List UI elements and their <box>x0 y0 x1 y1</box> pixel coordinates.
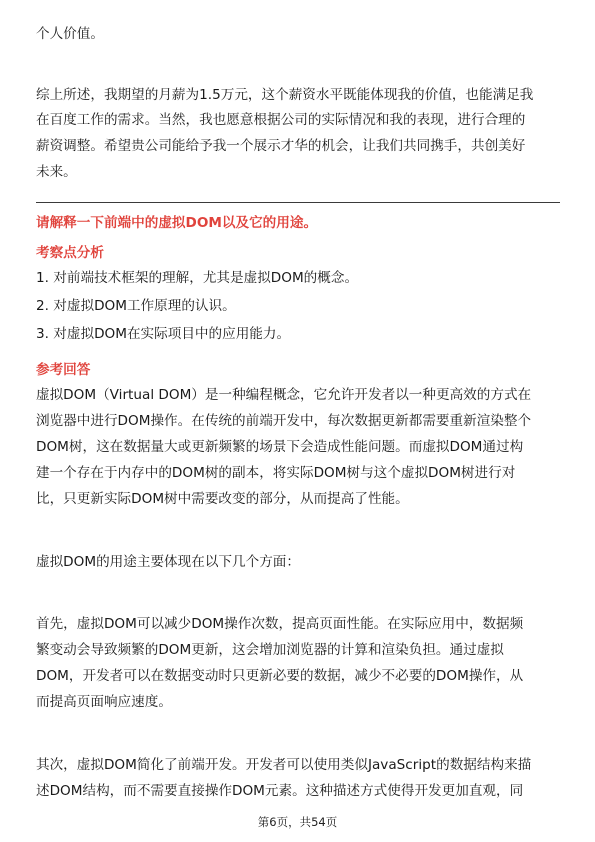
answer-line: 比，只更新实际DOM树中需要改变的部分，从而提高了性能。 <box>36 491 409 507</box>
answer-line: 虚拟DOM的用途主要体现在以下几个方面： <box>36 554 300 570</box>
answer-line: 虚拟DOM（Virtual DOM）是一种编程概念，它允许开发者以一种更高效的方式在 <box>36 387 532 403</box>
section-divider <box>36 202 560 203</box>
page-number: 第6页，共54页 <box>257 815 338 829</box>
summary-line: 在百度工作的需求。当然，我也愿意根据公司的实际情况和我的表现，进行合理的 <box>36 112 526 128</box>
summary-line: 未来。 <box>36 164 77 180</box>
answer-line: 述DOM结构，而不需要直接操作DOM元素。这种描述方式使得开发更加直观，同 <box>36 783 524 799</box>
analysis-item: 2. 对虚拟DOM工作原理的认识。 <box>36 298 236 314</box>
answer-line: 浏览器中进行DOM操作。在传统的前端开发中，每次数据更新都需要重新渲染整个 <box>36 413 532 429</box>
answer-line: 而提高页面响应速度。 <box>36 694 172 710</box>
summary-line: 综上所述，我期望的月薪为1.5万元，这个薪资水平既能体现我的价值，也能满足我 <box>36 87 534 103</box>
analysis-heading: 考察点分析 <box>36 245 104 261</box>
answer-line: DOM树，这在数据量大或更新频繁的场景下会造成性能问题。而虚拟DOM通过构 <box>36 439 524 455</box>
answer-line: DOM，开发者可以在数据变动时只更新必要的数据，减少不必要的DOM操作，从 <box>36 668 524 684</box>
answer-line: 首先，虚拟DOM可以减少DOM操作次数，提高页面性能。在实际应用中，数据频 <box>36 616 524 632</box>
answer-line: 其次，虚拟DOM简化了前端开发。开发者可以使用类似JavaScript的数据结构来描 <box>36 757 532 773</box>
answer-line: 建一个存在于内存中的DOM树的副本，将实际DOM树与这个虚拟DOM树进行对 <box>36 465 516 481</box>
question-title: 请解释一下前端中的虚拟DOM以及它的用途。 <box>36 215 318 231</box>
answer-heading: 参考回答 <box>36 362 91 378</box>
answer-line: 繁变动会导致频繁的DOM更新，这会增加浏览器的计算和渲染负担。通过虚拟 <box>36 642 504 658</box>
analysis-item: 1. 对前端技术框架的理解，尤其是虚拟DOM的概念。 <box>36 270 359 286</box>
analysis-item: 3. 对虚拟DOM在实际项目中的应用能力。 <box>36 326 291 342</box>
summary-line: 薪资调整。希望贵公司能给予我一个展示才华的机会，让我们共同携手，共创美好 <box>36 138 526 154</box>
intro-tail: 个人价值。 <box>36 26 104 42</box>
